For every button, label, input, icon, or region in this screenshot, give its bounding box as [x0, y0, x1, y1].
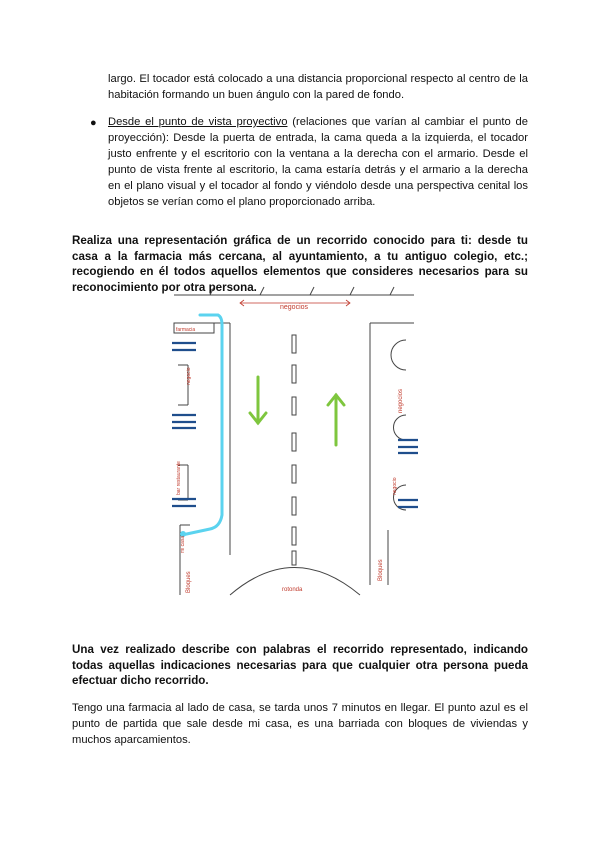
label-mi-casa: mi casa — [180, 535, 186, 553]
label-bloques-left: Bloques — [186, 571, 192, 593]
arrow-up — [328, 395, 344, 445]
label-rotonda: rotonda — [282, 587, 303, 593]
bullet-paragraph — [108, 114, 528, 210]
label-farmacia: farmacia — [176, 327, 196, 333]
label-negocio-right: negocio — [392, 477, 398, 495]
route-line — [182, 315, 222, 535]
label-negocios-top: negocios — [280, 304, 309, 311]
bullet-heading: Desde el punto de vista proyectivo — [108, 116, 288, 128]
arrow-down — [250, 377, 266, 423]
question-1: Realiza una representación gráfica de un recorrido conocido para ti: desde tu casa a la farmacia más cercana, al ayuntamiento, a tu antiguo colegio, etc.; recogiendo en él todos aquellos elementos que consideres necesarios para su reconocimiento por otra persona. — [72, 234, 528, 294]
label-negocio-left: negocio — [186, 367, 192, 385]
label-bar-restaurante: bar restaurante — [176, 461, 182, 495]
crosswalks-right — [398, 440, 418, 507]
route-map — [170, 285, 418, 601]
bullet-marker: ● — [90, 117, 97, 129]
answer-2: Tengo una farmacia al lado de casa, se tarda unos 7 minutos en llegar. El punto azul es el punto de partida que sale desde mi casa, es una barriada con bloques de viviendas y muchos aparcamientos. — [72, 702, 528, 746]
label-negocios-right: negocios — [398, 388, 404, 413]
paragraph-continuation: largo. El tocador está colocado a una distancia proporcional respecto al centro de la habitación formando un buen ángulo con la pared de fondo. — [108, 73, 528, 101]
top-street-edge — [174, 287, 414, 295]
label-bloques-right: Bloques — [378, 559, 384, 581]
question-2: Una vez realizado describe con palabras el recorrido representado, indicando todas aquellas indicaciones necesarias para que cualquier otra persona pueda efectuar dicho recorrido. — [72, 643, 528, 687]
center-divider — [292, 335, 296, 565]
bullet-text: (relaciones que varían al cambiar el punto de proyección): Desde la puerta de entrada, la cama queda a la izquierda, el tocador justo enfrente y el escritorio con la ventana a la derecha con el armario. Desde el punto de vista frente al escritorio, la cama estaría detrás y el armario a la derecha en el plano visual y el tocador al fondo y viéndolo desde una perspectiva cenital los objetos se verían como el plano proporcionado arriba. — [108, 116, 528, 208]
